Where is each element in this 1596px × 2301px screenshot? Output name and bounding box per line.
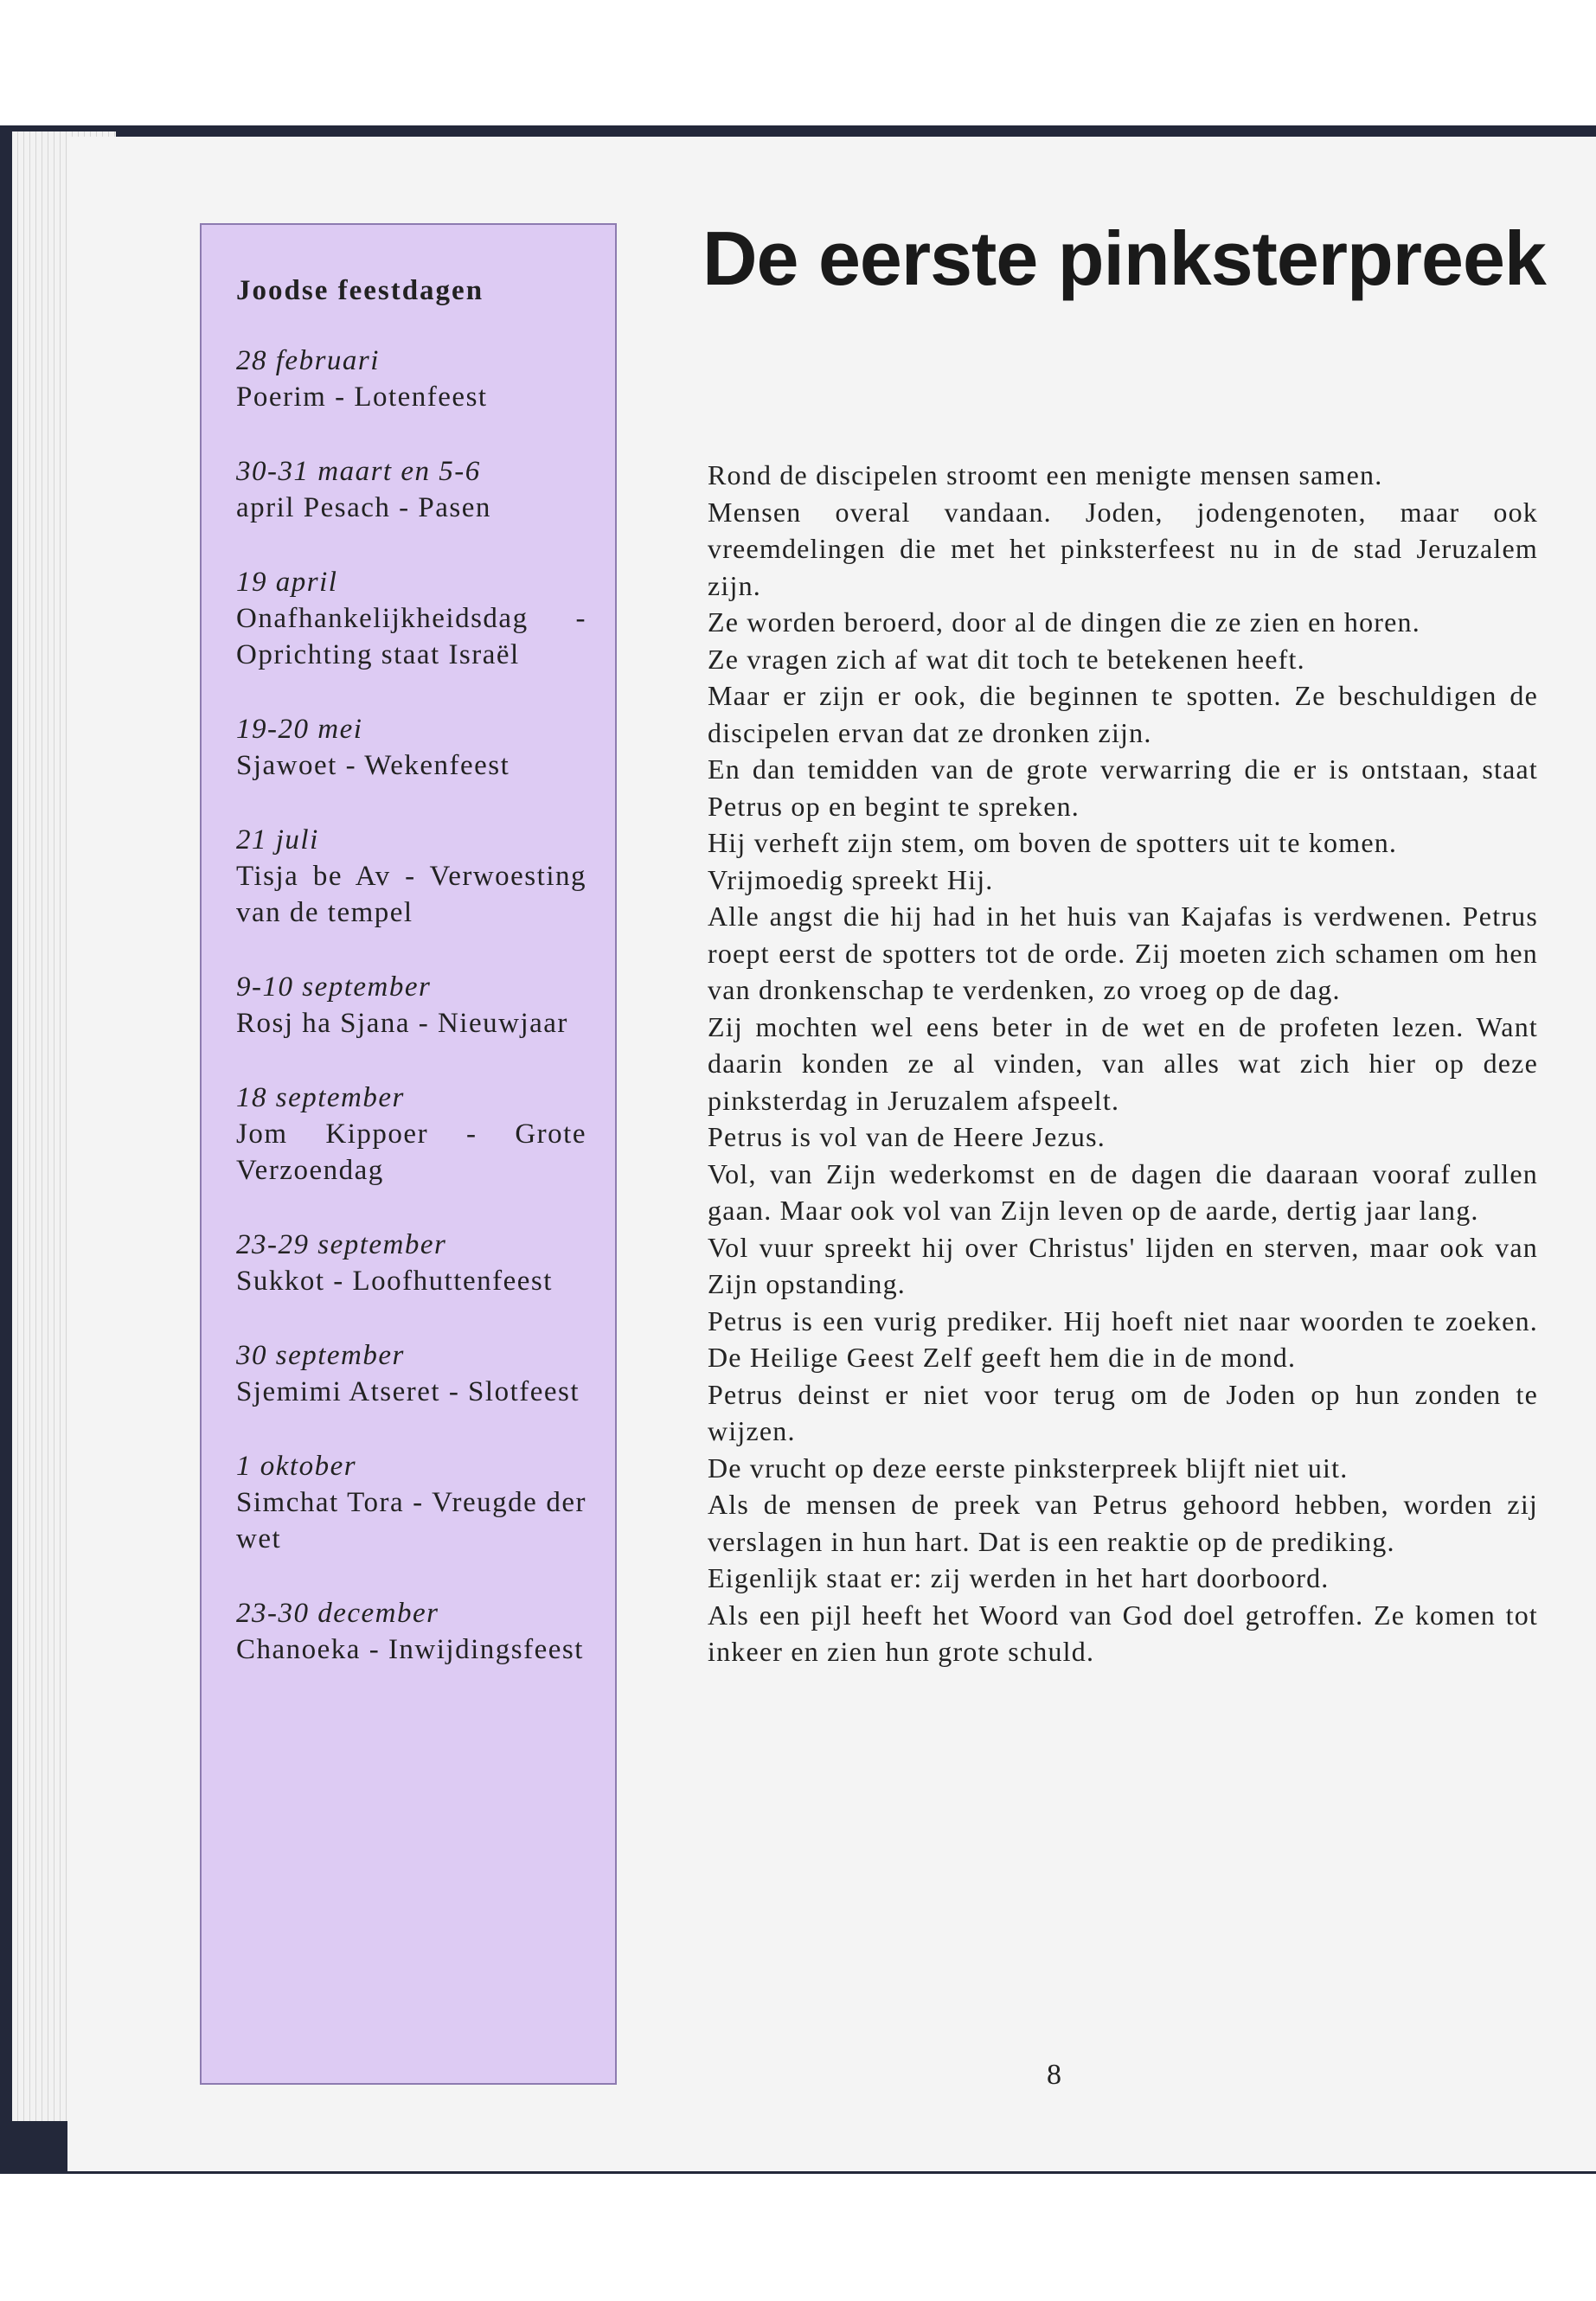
feastday-name: Sjemimi Atseret - Slotfeest: [236, 1376, 580, 1407]
article-body: [708, 457, 1538, 1670]
feastday-item: [236, 822, 586, 931]
feastday-name: april Pesach - Pasen: [236, 492, 491, 523]
feastday-name: Rosj ha Sjana - Nieuwjaar: [236, 1008, 568, 1039]
feastday-date: 19-20 mei: [236, 714, 363, 745]
article-paragraph: Petrus is vol van de Heere Jezus.: [708, 1121, 1106, 1152]
article-paragraph: Maar er zijn er ook, die beginnen te spotten. Ze beschuldigen de discipelen ervan dat ze dronken zijn.: [708, 680, 1538, 748]
feastday-date: 19 april: [236, 567, 338, 598]
feastdays-sidebar: [200, 223, 617, 2085]
article-paragraph: Mensen overal vandaan. Joden, jodengenoten, maar ook vreemdelingen die met het pinksterfeest nu in de stad Jeruzalem zijn.: [708, 496, 1538, 601]
page-number: 8: [1047, 2059, 1061, 2091]
article-paragraph: Petrus deinst er niet voor terug om de Joden op hun zonden te wijzen.: [708, 1378, 1538, 1446]
feastday-item: [236, 969, 586, 1042]
article-paragraph: Eigenlijk staat er: zij werden in het hart doorboord.: [708, 1562, 1330, 1593]
feastday-date: 23-30 december: [236, 1598, 439, 1629]
feastday-date: 30 september: [236, 1340, 405, 1371]
article-paragraph: Petrus is een vurig prediker. Hij hoeft niet naar woorden te zoeken. De Heilige Geest Zelf geeft hem die in de mond.: [708, 1304, 1538, 1373]
feastday-item: [236, 343, 586, 415]
article-paragraph: En dan temidden van de grote verwarring die er is ontstaan, staat Petrus op en begint te spreken.: [708, 753, 1538, 822]
feastday-name: Sjawoet - Wekenfeest: [236, 750, 510, 781]
feastday-item: [236, 1448, 586, 1557]
feastday-item: [236, 564, 586, 673]
article-paragraph: Zij mochten wel eens beter in de wet en de profeten lezen. Want daarin konden ze al vinden, van alles wat zich hier op deze pinksterdag in Jeruzalem afspeelt.: [708, 1010, 1538, 1116]
article-paragraph: Als de mensen de preek van Petrus gehoord hebben, worden zij verslagen in hun hart. Dat is een reaktie op de prediking.: [708, 1489, 1538, 1557]
feastday-item: [236, 453, 586, 526]
feastday-date: 23-29 september: [236, 1229, 447, 1260]
feastday-date: 9-10 september: [236, 971, 432, 1003]
feastday-name: Sukkot - Loofhuttenfeest: [236, 1266, 553, 1297]
article-paragraph: Vrijmoedig spreekt Hij.: [708, 863, 994, 895]
feastday-name: Poerim - Lotenfeest: [236, 381, 488, 413]
article-paragraph: Alle angst die hij had in het huis van Kajafas is verdwenen. Petrus roept eerst de spotters tot de orde. Zij moeten zich schamen om hen van dronkenschap te verdenken, zo vroeg op de dag.: [708, 901, 1538, 1005]
article-title: De eerste pinksterpreek: [702, 215, 1546, 301]
feastdays-list: [236, 343, 586, 1706]
feastday-name: Tisja be Av - Verwoesting van de tempel: [236, 861, 586, 928]
feastday-item: [236, 1227, 586, 1299]
feastday-date: 28 februari: [236, 345, 380, 376]
feastday-name: Chanoeka - Inwijdingsfeest: [236, 1634, 584, 1665]
feastday-item: [236, 1080, 586, 1189]
feastday-name: Onafhankelijkheidsdag - Oprichting staat Israël: [236, 603, 586, 670]
feastday-date: 30-31 maart en 5-6: [236, 456, 481, 487]
article-paragraph: Ze vragen zich af wat dit toch te betekenen heeft.: [708, 643, 1305, 675]
article-paragraph: Hij verheft zijn stem, om boven de spotters uit te komen.: [708, 827, 1398, 858]
feastday-name: Jom Kippoer - Grote Verzoendag: [236, 1118, 586, 1186]
feastday-name: Simchat Tora - Vreugde der wet: [236, 1487, 586, 1554]
feastday-item: [236, 1337, 586, 1410]
feastday-date: 21 juli: [236, 824, 319, 856]
feastday-date: 1 oktober: [236, 1451, 357, 1482]
article-paragraph: Als een pijl heeft het Woord van God doel getroffen. Ze komen tot inkeer en zien hun grote schuld.: [708, 1599, 1538, 1667]
feastday-item: [236, 1595, 586, 1668]
article-paragraph: Rond de discipelen stroomt een menigte mensen samen.: [708, 459, 1383, 490]
article-paragraph: Vol, van Zijn wederkomst en de dagen die daaraan vooraf zullen gaan. Maar ook vol van Zijn leven op de aarde, dertig jaar lang.: [708, 1157, 1538, 1226]
article-paragraph: De vrucht op deze eerste pinksterpreek blijft niet uit.: [708, 1452, 1349, 1484]
feastday-item: [236, 711, 586, 784]
article-paragraph: Vol vuur spreekt hij over Christus' lijden en sterven, maar ook van Zijn opstanding.: [708, 1231, 1538, 1299]
article-paragraph: Ze worden beroerd, door al de dingen die ze zien en horen.: [708, 606, 1420, 638]
sidebar-title: Joodse feestdagen: [236, 275, 484, 306]
feastday-date: 18 september: [236, 1082, 405, 1113]
